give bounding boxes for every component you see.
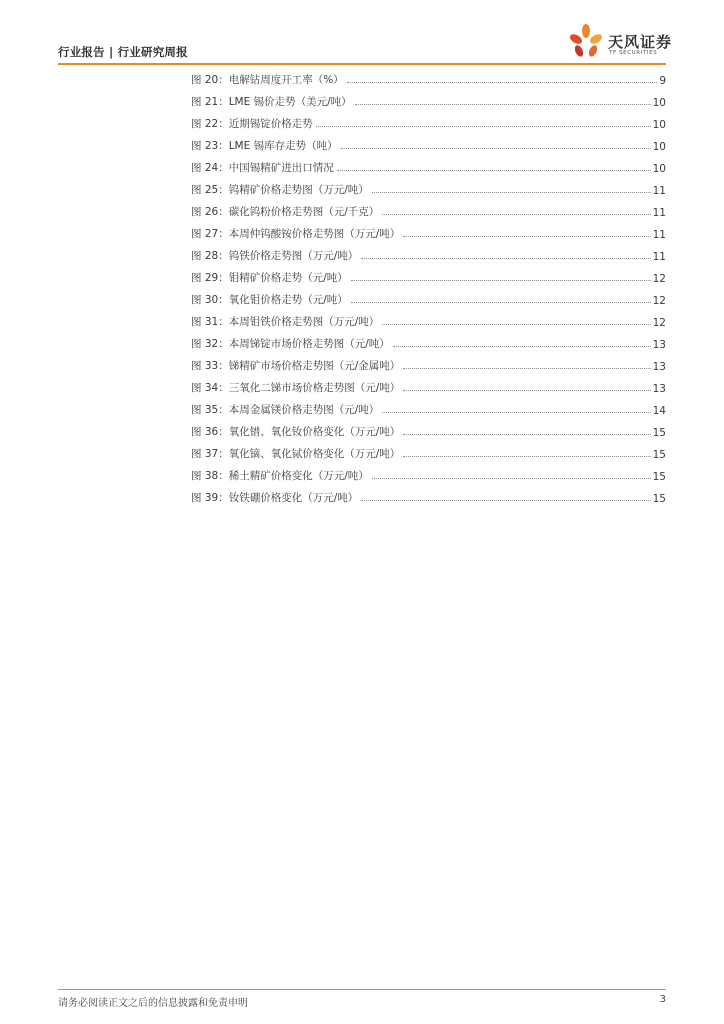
toc-entry[interactable] (191, 112, 666, 134)
toc-entry[interactable] (191, 134, 666, 156)
footer-disclaimer: 请务必阅读正文之后的信息披露和免责申明 (58, 998, 248, 1009)
page-header (0, 0, 724, 70)
toc-entry-label: 图 26：碳化钨粉价格走势图（元/千克） (191, 206, 380, 218)
toc-entry[interactable] (191, 420, 666, 442)
toc-entry-label: 图 30：氧化钼价格走势（元/吨） (191, 294, 348, 306)
toc-dot-leader (382, 412, 650, 413)
toc-entry[interactable] (191, 90, 666, 112)
toc-dot-leader (316, 126, 651, 127)
toc-entry-page: 10 (652, 97, 666, 109)
toc-entry-label: 图 35：本周金属镁价格走势图（元/吨） (191, 404, 380, 416)
toc-entry-label: 图 23：LME 锡库存走势（吨） (191, 140, 338, 152)
toc-entry-label: 图 29：钼精矿价格走势（元/吨） (191, 272, 348, 284)
toc-dot-leader (372, 192, 651, 193)
toc-entry[interactable] (191, 222, 666, 244)
toc-entry-label: 图 37：氧化镝、氧化铽价格变化（万元/吨） (191, 448, 401, 460)
toc-entry-label: 图 31：本周钼铁价格走势图（万元/吨） (191, 316, 380, 328)
toc-entry-label: 图 33：锑精矿市场价格走势图（元/金属吨） (191, 360, 401, 372)
toc-entry-page: 11 (652, 251, 666, 263)
page-number: 3 (659, 994, 666, 1005)
toc-entry-label: 图 24：中国锡精矿进出口情况 (191, 162, 334, 174)
toc-dot-leader (403, 390, 650, 391)
toc-entry-label: 图 38：稀土精矿价格变化（万元/吨） (191, 470, 369, 482)
toc-entry[interactable] (191, 464, 666, 486)
toc-entry[interactable] (191, 68, 666, 90)
header-divider (58, 63, 666, 65)
toc-entry-page: 11 (652, 229, 666, 241)
toc-dot-leader (403, 434, 650, 435)
toc-entry[interactable] (191, 156, 666, 178)
company-logo (568, 23, 673, 59)
toc-entry[interactable] (191, 332, 666, 354)
logo-name-cn: 天风证券 (608, 33, 673, 51)
toc-dot-leader (372, 478, 651, 479)
toc-entry[interactable] (191, 266, 666, 288)
toc-dot-leader (382, 324, 650, 325)
toc-dot-leader (341, 148, 651, 149)
toc-entry-page: 13 (652, 383, 666, 395)
toc-dot-leader (355, 104, 651, 105)
toc-entry-label: 图 20：电解钴周度开工率（%） (191, 74, 344, 86)
toc-dot-leader (403, 456, 650, 457)
toc-entry[interactable] (191, 354, 666, 376)
toc-dot-leader (382, 214, 650, 215)
toc-entry-label: 图 21：LME 锡价走势（美元/吨） (191, 96, 352, 108)
flower-logo-icon (568, 23, 604, 59)
toc-entry[interactable] (191, 244, 666, 266)
report-type-title: 行业报告 | 行业研究周报 (58, 45, 188, 59)
toc-entry-page: 11 (652, 207, 666, 219)
toc-entry-page: 13 (652, 361, 666, 373)
toc-entry-label: 图 36：氧化镨、氧化钕价格变化（万元/吨） (191, 426, 401, 438)
toc-entry[interactable] (191, 310, 666, 332)
toc-entry[interactable] (191, 376, 666, 398)
toc-entry[interactable] (191, 486, 666, 508)
toc-entry-label: 图 25：钨精矿价格走势图（万元/吨） (191, 184, 369, 196)
toc-dot-leader (361, 500, 650, 501)
toc-dot-leader (351, 280, 651, 281)
toc-entry[interactable] (191, 200, 666, 222)
figure-table-of-contents (191, 68, 666, 508)
toc-entry-label: 图 34：三氧化二锑市场价格走势图（元/吨） (191, 382, 401, 394)
toc-entry-label: 图 22：近期锡锭价格走势 (191, 118, 313, 130)
toc-entry[interactable] (191, 178, 666, 200)
toc-entry-page: 10 (652, 119, 666, 131)
toc-dot-leader (403, 368, 650, 369)
toc-entry-label: 图 32：本周锑锭市场价格走势图（元/吨） (191, 338, 390, 350)
toc-entry-page: 11 (652, 185, 666, 197)
toc-entry-page: 15 (652, 449, 666, 461)
toc-entry-page: 15 (652, 471, 666, 483)
toc-entry-page: 10 (652, 163, 666, 175)
toc-entry[interactable] (191, 442, 666, 464)
toc-entry-page: 14 (652, 405, 666, 417)
toc-entry-label: 图 28：钨铁价格走势图（万元/吨） (191, 250, 359, 262)
toc-entry-page: 15 (652, 427, 666, 439)
toc-entry-page: 13 (652, 339, 666, 351)
footer-divider (58, 989, 666, 990)
toc-entry-label: 图 27：本周仲钨酸铵价格走势图（万元/吨） (191, 228, 401, 240)
logo-name-en: TF SECURITIES (609, 50, 658, 56)
toc-dot-leader (351, 302, 651, 303)
toc-entry-label: 图 39：钕铁硼价格变化（万元/吨） (191, 492, 359, 504)
toc-dot-leader (361, 258, 650, 259)
toc-entry-page: 12 (652, 317, 666, 329)
toc-entry-page: 15 (652, 493, 666, 505)
toc-entry[interactable] (191, 288, 666, 310)
toc-dot-leader (347, 82, 658, 83)
toc-dot-leader (403, 236, 650, 237)
toc-entry-page: 9 (659, 75, 666, 87)
toc-dot-leader (393, 346, 651, 347)
toc-entry-page: 12 (652, 273, 666, 285)
toc-entry-page: 12 (652, 295, 666, 307)
toc-dot-leader (337, 170, 651, 171)
toc-entry-page: 10 (652, 141, 666, 153)
toc-entry[interactable] (191, 398, 666, 420)
